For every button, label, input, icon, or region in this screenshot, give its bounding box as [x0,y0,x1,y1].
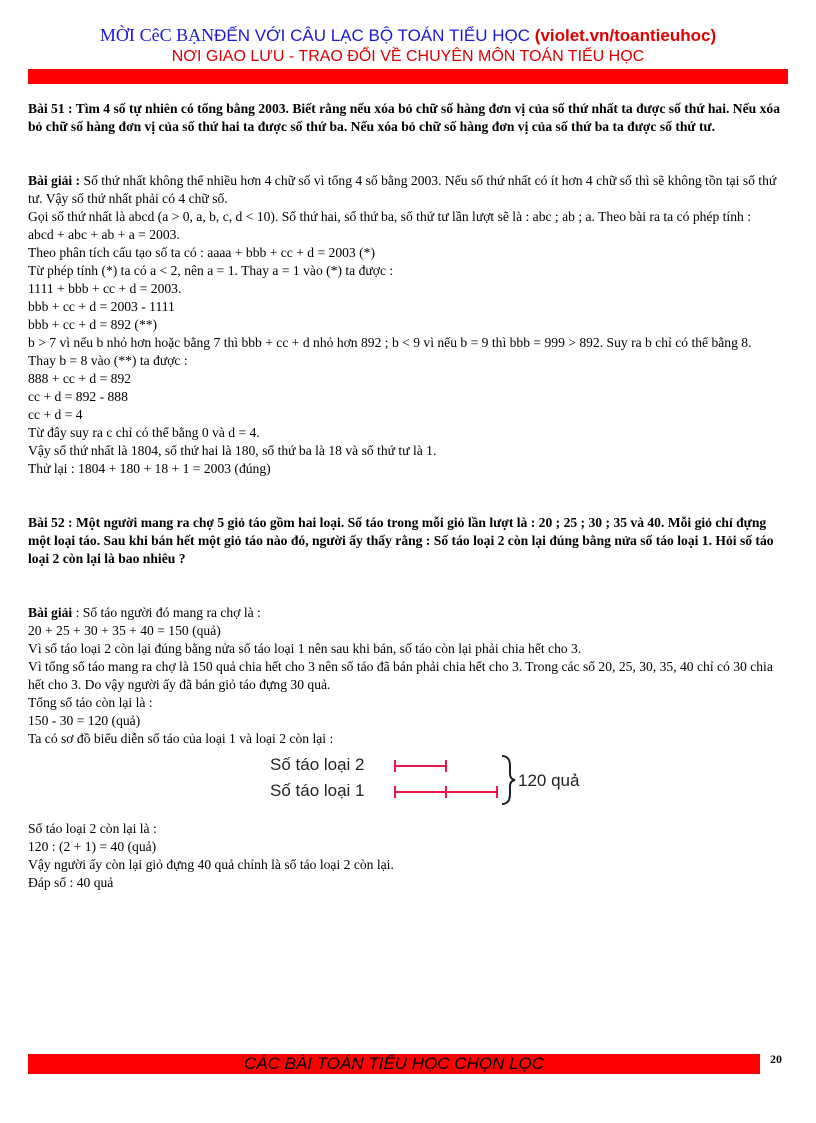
solution-51-line: Theo phân tích cấu tạo số ta có : aaaa + bbb + cc + d = 2003 (*) [28,245,375,260]
solution-51-intro [28,172,790,208]
diagram-label-type1: Số táo loại 1 [270,781,365,800]
solution-52-first: : Số táo người đó mang ra chợ là : [72,605,261,620]
solution-52-line: 150 - 30 = 120 (quả) [28,713,141,728]
solution-52-line: 20 + 25 + 30 + 35 + 40 = 150 (quả) [28,623,221,638]
problem-52: Bài 52 : Một người mang ra chợ 5 giỏ táo gồm hai loại. Số táo trong mỗi giỏ lần lượt là : 20 ; 25 ; 30 ; 35 và 40. Mỗi giỏ chỉ đựng một loại táo. Sau khi bán hết một giỏ táo nào đó, người ấy thấy rằng : Số táo loại 2 còn lại đúng bằng nửa số táo loại 1. Hỏi số táo loại 2 còn lại là bao nhiêu ? [28,515,774,566]
solution-51-line: Thay b = 8 vào (**) ta được : [28,353,188,368]
problem-51: Bài 51 : Tìm 4 số tự nhiên có tổng bằng 2003. Biết rằng nếu xóa bỏ chữ số hàng đơn vị của số thứ nhất ta được số thứ hai. Nếu xóa bỏ chữ số hàng đơn vị của số thứ hai ta được số thứ ba. Nếu xóa bỏ chữ số hàng đơn vị của số thứ ba ta được số thứ tư. [28,101,781,134]
solution-51-line: bbb + cc + d = 2003 - 1111 [28,299,175,314]
solution-51-line: Vậy số thứ nhất là 1804, số thứ hai là 180, số thứ ba là 18 và số thứ tư là 1. [28,443,437,458]
solution-51-label: Bài giải : [28,173,81,188]
solution-51-line: Thử lại : 1804 + 180 + 18 + 1 = 2003 (đúng) [28,461,271,476]
solution-51-line: b > 7 vì nếu b nhỏ hơn hoặc bằng 7 thì bbb + cc + d nhỏ hơn 892 ; b < 9 vì nếu b = 9 thì bbb = 999 > 892. Suy ra b chỉ có thể bằng 8. [28,335,752,350]
solution-52-label: Bài giải [28,605,73,620]
diagram-label-type2: Số táo loại 2 [270,755,365,774]
header-club-name: ĐẾN VỚI CÂU LẠC BỘ TOÁN TIỂU HỌC [214,26,531,45]
header-site-link: (violet.vn/toantieuhoc) [534,26,717,45]
solution-51-line: Từ đây suy ra c chỉ có thể bằng 0 và d = 4. [28,425,260,440]
segment-diagram-svg [268,748,588,814]
footer-bar [28,1054,760,1074]
solution-51-line: 1111 + bbb + cc + d = 2003. [28,281,182,296]
page-content [28,100,790,892]
solution-52-line: 120 : (2 + 1) = 40 (quả) [28,839,157,854]
solution-52-intro [28,604,790,622]
header-red-bar [28,69,788,84]
solution-51-line: cc + d = 4 [28,407,83,422]
segment-diagram [28,748,790,820]
brace-icon [502,756,515,804]
page-number: 20 [770,1052,782,1066]
segment-type2 [395,760,446,772]
header-line-1 [0,24,816,47]
solution-51-line: abcd + abc + ab + a = 2003. [28,227,180,242]
diagram-total: 120 quả [518,771,580,790]
header-line-2: NƠI GIAO LƯU - TRAO ĐỔI VỀ CHUYÊN MÔN TOÁN TIỂU HỌC [171,48,645,65]
solution-52-line: Vậy người ấy còn lại giỏ đựng 40 quả chính là số táo loại 2 còn lại. [28,857,394,872]
solution-52-line: Vì tổng số táo mang ra chợ là 150 quả chia hết cho 3 nên số táo đã bán phải chia hết cho 3. Trong các số 20, 25, 30, 35, 40 chỉ có 30 chia hết cho 3. Do vậy người ấy đã bán giỏ táo đựng 30 quả. [28,659,773,692]
solution-51-first: Số thứ nhất không thể nhiều hơn 4 chữ số vì tổng 4 số bằng 2003. Nếu số thứ nhất có ít hơn 4 chữ số thì sẽ không tồn tại số thứ tư. Vậy số thứ nhất phải có 4 chữ số. [28,173,777,206]
solution-51-line: Gọi số thứ nhất là abcd (a > 0, a, b, c, d < 10). Số thứ hai, số thứ ba, số thứ tư lần lượt sẽ là : abc ; ab ; a. Theo bài ra ta có phép tính : [28,209,751,224]
solution-51-line: cc + d = 892 - 888 [28,389,128,404]
solution-51-line: 888 + cc + d = 892 [28,371,132,386]
solution-52-line: Vì số táo loại 2 còn lại đúng bằng nửa số táo loại 1 nên sau khi bán, số táo còn lại phải chia hết cho 3. [28,641,582,656]
header-invite-you: CêC BẠN [139,25,215,45]
solution-52-line: Tổng số táo còn lại là : [28,695,153,710]
solution-51-line: bbb + cc + d = 892 (**) [28,317,158,332]
header-invite-word: MỜI [99,25,135,45]
solution-52-line: Ta có sơ đồ biểu diễn số táo của loại 1 và loại 2 còn lại : [28,731,334,746]
solution-52-answer: Đáp số : 40 quả [28,875,114,890]
page-header [0,24,816,67]
footer-title: CÁC BÀI TOÁN TIỂU HỌC CHỌN LỌC [243,1054,545,1073]
solution-51-line: Từ phép tính (*) ta có a < 2, nên a = 1. Thay a = 1 vào (*) ta được : [28,263,394,278]
segment-type1 [395,786,497,798]
solution-52-line: Số táo loại 2 còn lại là : [28,821,157,836]
